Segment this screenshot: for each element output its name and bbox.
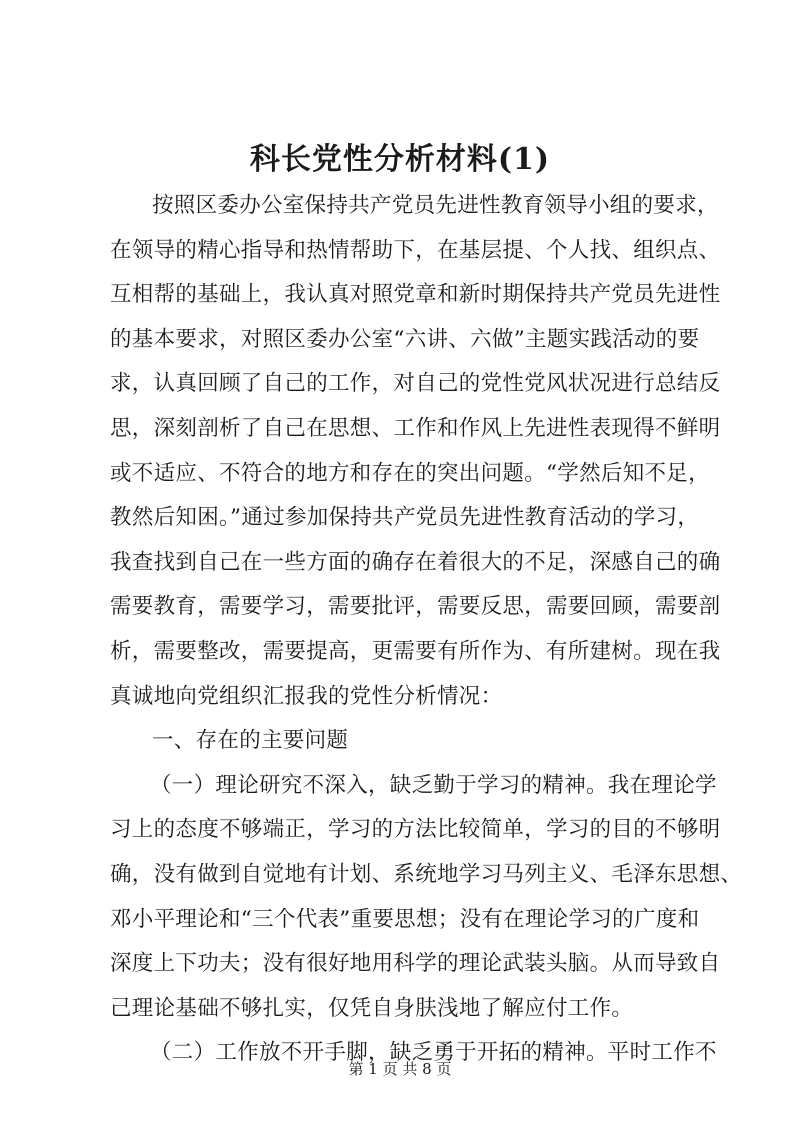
body-line: 深度上下功夫；没有很好地用科学的理论武装头脑。从而导致自 [110,951,721,977]
document-body [110,184,743,1076]
page-footer: 第 1 页 共 8 页 [348,1060,452,1078]
body-line: 确，没有做到自觉地有计划、系统地学习马列主义、毛泽东思想、 [110,861,743,887]
body-line: 邓小平理论和“三个代表”重要思想；没有在理论学习的广度和 [110,906,700,932]
body-line: 我查找到自己在一些方面的确存在着很大的不足，深感自己的确 [110,549,721,575]
body-line: （二）工作放不开手脚，缺乏勇于开拓的精神。平时工作不 [150,1040,717,1066]
document-title: 科长党性分析材料(1) [249,142,551,177]
body-line: 的基本要求，对照区委办公室“六讲、六做”主题实践活动的要 [110,326,700,352]
body-line: 思，深刻剖析了自己在思想、工作和作风上先进性表现得不鲜明 [110,415,721,441]
section-heading: 一、存在的主要问题 [152,728,349,754]
body-line: 析，需要整改，需要提高，更需要有所作为、有所建树。现在我 [110,638,721,664]
body-line: （一）理论研究不深入，缺乏勤于学习的精神。我在理论学 [150,772,717,798]
body-line: 或不适应、不符合的地方和存在的突出问题。“学然后知不足， [110,460,710,486]
body-line: 求，认真回顾了自己的工作，对自己的党性党风状况进行总结反 [110,371,721,397]
body-line: 己理论基础不够扎实，仅凭自身肤浅地了解应付工作。 [110,995,634,1021]
body-line: 在领导的精心指导和热情帮助下，在基层提、个人找、组织点、 [110,237,721,263]
body-line: 按照区委办公室保持共产党员先进性教育领导小组的要求， [152,193,719,218]
body-line: 互相帮的基础上，我认真对照党章和新时期保持共产党员先进性 [110,282,721,308]
body-line: 习上的态度不够端正，学习的方法比较简单，学习的目的不够明 [110,817,721,843]
body-line: 真诚地向党组织汇报我的党性分析情况： [110,683,503,709]
body-line: 教然后知困。”通过参加保持共产党员先进性教育活动的学习， [110,505,700,531]
body-line: 需要教育，需要学习，需要批评，需要反思，需要回顾，需要剖 [110,594,721,620]
